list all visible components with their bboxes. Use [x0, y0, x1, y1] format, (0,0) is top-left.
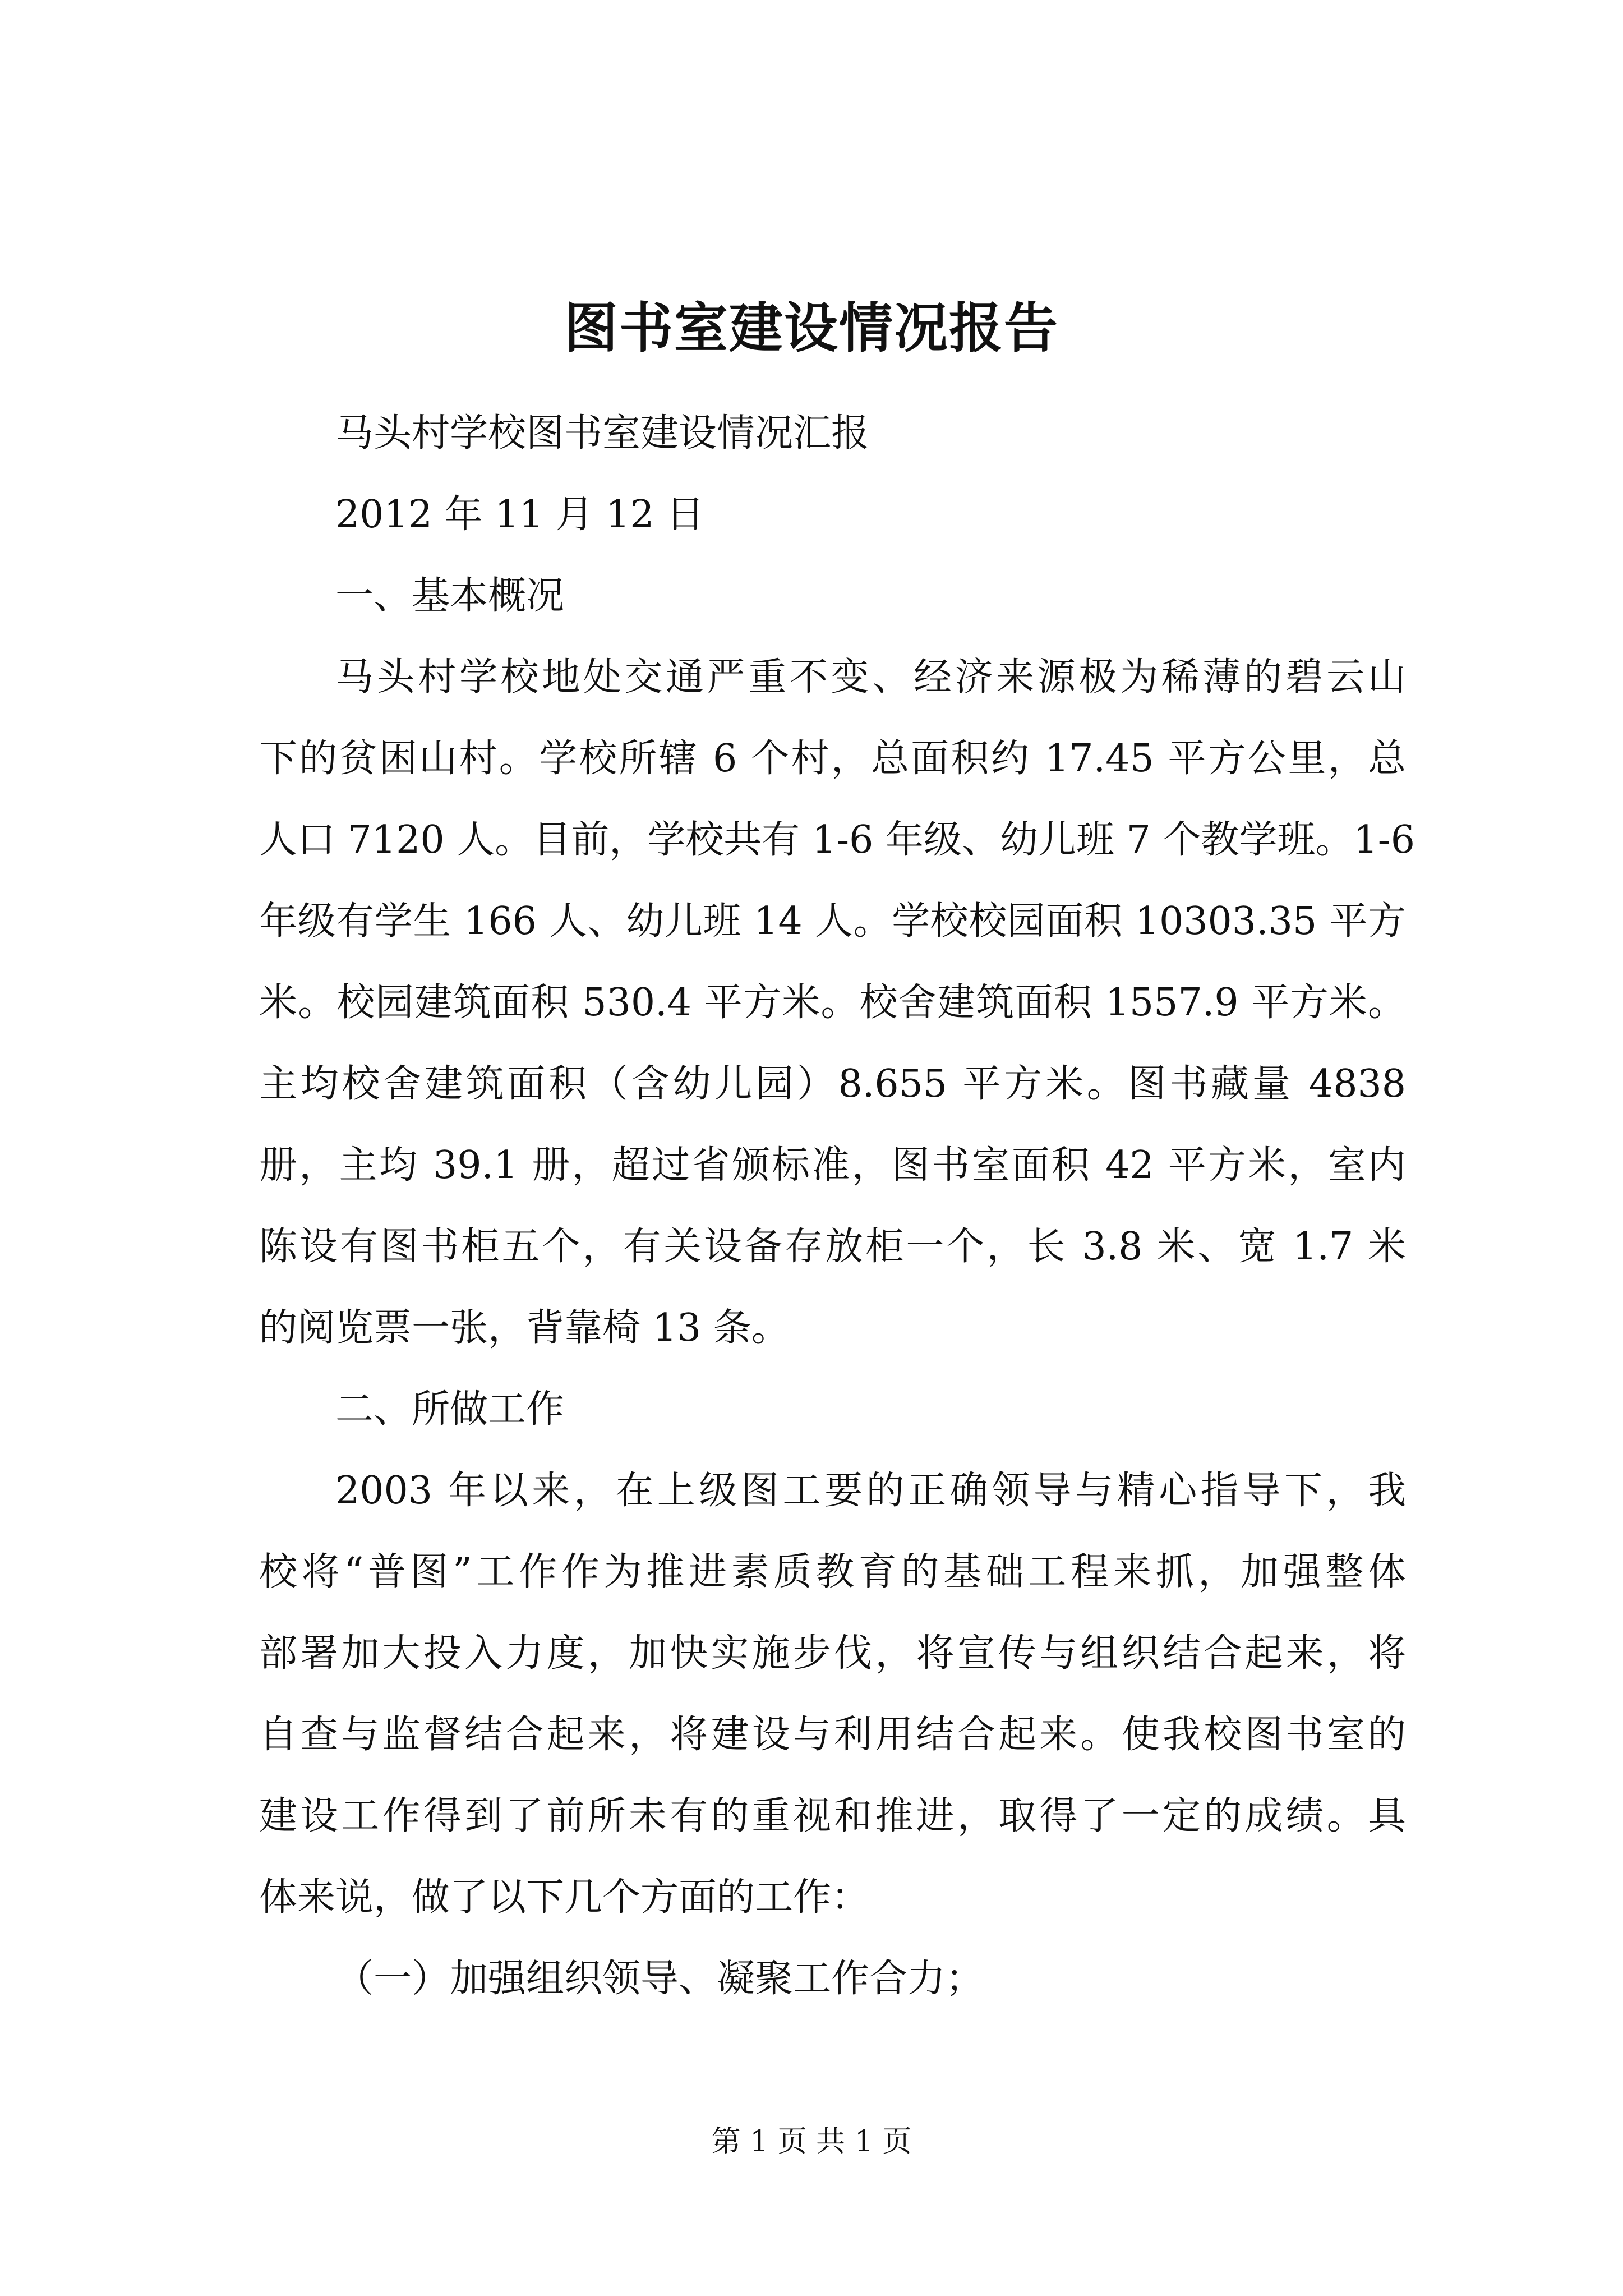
paragraph-line: 自查与监督结合起来，将建设与利用结合起来。使我校图书室的: [259, 1713, 1406, 1757]
section-heading-1: 一、基本概况: [335, 574, 565, 618]
paragraph-line: 部署加大投入力度，加快实施步伐，将宣传与组织结合起来，将: [259, 1631, 1406, 1676]
paragraph-line: 马头村学校地处交通严重不变、经济来源极为稀薄的碧云山: [335, 655, 1406, 700]
paragraph-line: 年级有学生 166 人、幼儿班 14 人。学校校园面积 10303.35 平方: [259, 899, 1406, 944]
paragraph-line: 校将“普图”工作作为推进素质教育的基础工程来抓，加强整体: [259, 1550, 1406, 1594]
paragraph-line: 下的贫困山村。学校所辖 6 个村，总面积约 17.45 平方公里，总: [259, 737, 1406, 781]
paragraph-line: 2003 年以来，在上级图工要的正确领导与精心指导下，我: [335, 1469, 1406, 1513]
document-title: 图书室建设情况报告: [564, 296, 1059, 360]
section-heading-2: 二、所做工作: [335, 1387, 565, 1432]
paragraph-line: 人口 7120 人。目前，学校共有 1-6 年级、幼儿班 7 个教学班。1-6: [259, 818, 1415, 862]
paragraph-line: 体来说，做了以下几个方面的工作：: [259, 1875, 870, 1920]
paragraph-line: 陈设有图书柜五个，有关设备存放柜一个，长 3.8 米、宽 1.7 米: [259, 1225, 1406, 1269]
paragraph-line: 册，主均 39.1 册，超过省颁标准，图书室面积 42 平方米，室内: [259, 1143, 1406, 1188]
page-footer: 第 1 页 共 1 页: [711, 2125, 912, 2159]
subtitle-line: 马头村学校图书室建设情况汇报: [335, 411, 870, 455]
paragraph-line: 主均校舍建筑面积（含幼儿园）8.655 平方米。图书藏量 4838: [259, 1062, 1406, 1106]
paragraph-line: 建设工作得到了前所未有的重视和推进，取得了一定的成绩。具: [259, 1794, 1406, 1838]
document-body: [259, 393, 1415, 2019]
subsection-heading: （一）加强组织领导、凝聚工作合力；: [335, 1957, 984, 2001]
paragraph-line: 米。校园建筑面积 530.4 平方米。校舍建筑面积 1557.9 平方米。: [259, 981, 1406, 1025]
paragraph-line: 的阅览票一张，背靠椅 13 条。: [259, 1306, 790, 1350]
date-line: 2012 年 11 月 12 日: [335, 493, 705, 537]
